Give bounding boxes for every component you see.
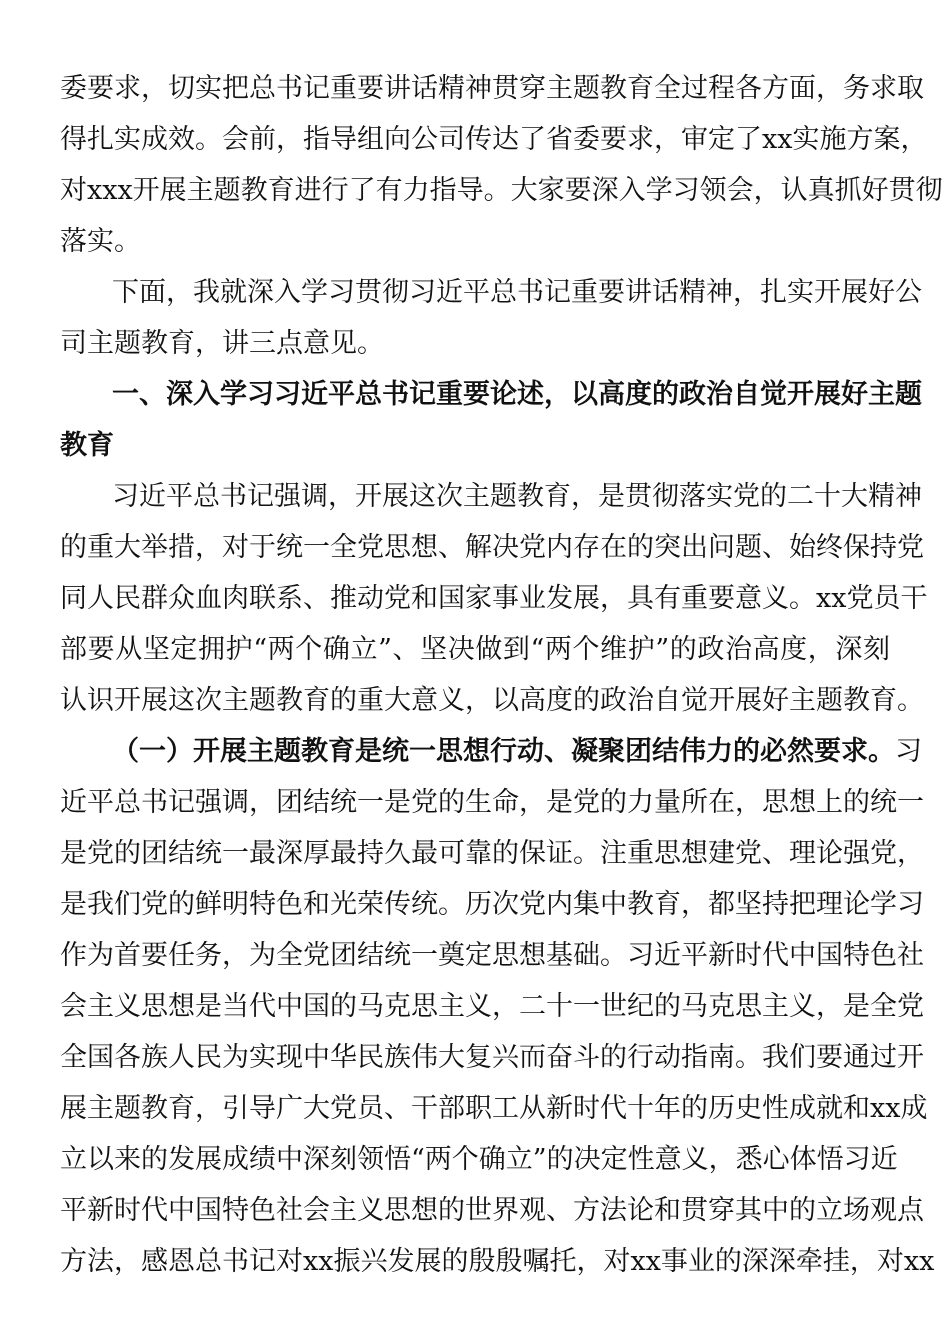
text-line: 平新时代中国特色社会主义思想的世界观、方法论和贯穿其中的立场观点: [60, 1195, 924, 1226]
section-heading: 教育: [60, 430, 114, 461]
subsection-line: [112, 735, 922, 769]
text-line: 部要从坚定拥护“两个确立”、坚决做到“两个维护”的政治高度，深刻: [60, 634, 890, 665]
text-line: 作为首要任务，为全党团结统一奠定思想基础。习近平新时代中国特色社: [60, 940, 924, 971]
text-line: 得扎实成效。会前，指导组向公司传达了省委要求，审定了xx实施方案，: [60, 124, 928, 155]
text-line: 方法，感恩总书记对xx振兴发展的殷殷嘱托，对xx事业的深深牵挂，对xx: [60, 1246, 935, 1277]
text-line: 落实。: [60, 226, 141, 257]
text-line: 司主题教育，讲三点意见。: [60, 328, 384, 359]
text-line: 下面，我就深入学习贯彻习近平总书记重要讲话精神，扎实开展好公: [112, 277, 922, 308]
text-segment: 习: [895, 736, 922, 767]
text-line: 是我们党的鲜明特色和光荣传统。历次党内集中教育，都坚持把理论学习: [60, 889, 924, 920]
text-line: 展主题教育，引导广大党员、干部职工从新时代十年的历史性成就和xx成: [60, 1093, 928, 1124]
text-line: 对xxx开展主题教育进行了有力指导。大家要深入学习领会，认真抓好贯彻: [60, 175, 943, 206]
subsection-heading: （一）开展主题教育是统一思想行动、凝聚团结伟力的必然要求。: [112, 736, 895, 767]
text-line: 委要求，切实把总书记重要讲话精神贯穿主题教育全过程各方面，务求取: [60, 73, 924, 104]
text-line: 习近平总书记强调，开展这次主题教育，是贯彻落实党的二十大精神: [112, 481, 922, 512]
text-line: 会主义思想是当代中国的马克思主义，二十一世纪的马克思主义，是全党: [60, 991, 924, 1022]
text-line: 的重大举措，对于统一全党思想、解决党内存在的突出问题、始终保持党: [60, 532, 924, 563]
text-line: 立以来的发展成绩中深刻领悟“两个确立”的决定性意义，悉心体悟习近: [60, 1144, 898, 1175]
text-line: 同人民群众血肉联系、推动党和国家事业发展，具有重要意义。xx党员干: [60, 583, 928, 614]
text-line: 认识开展这次主题教育的重大意义，以高度的政治自觉开展好主题教育。: [60, 685, 924, 716]
section-heading: 一、深入学习习近平总书记重要论述，以高度的政治自觉开展好主题: [112, 379, 922, 410]
text-line: 近平总书记强调，团结统一是党的生命，是党的力量所在，思想上的统一: [60, 787, 924, 818]
text-line: 全国各族人民为实现中华民族伟大复兴而奋斗的行动指南。我们要通过开: [60, 1042, 924, 1073]
text-line: 是党的团结统一最深厚最持久最可靠的保证。注重思想建党、理论强党，: [60, 838, 924, 869]
